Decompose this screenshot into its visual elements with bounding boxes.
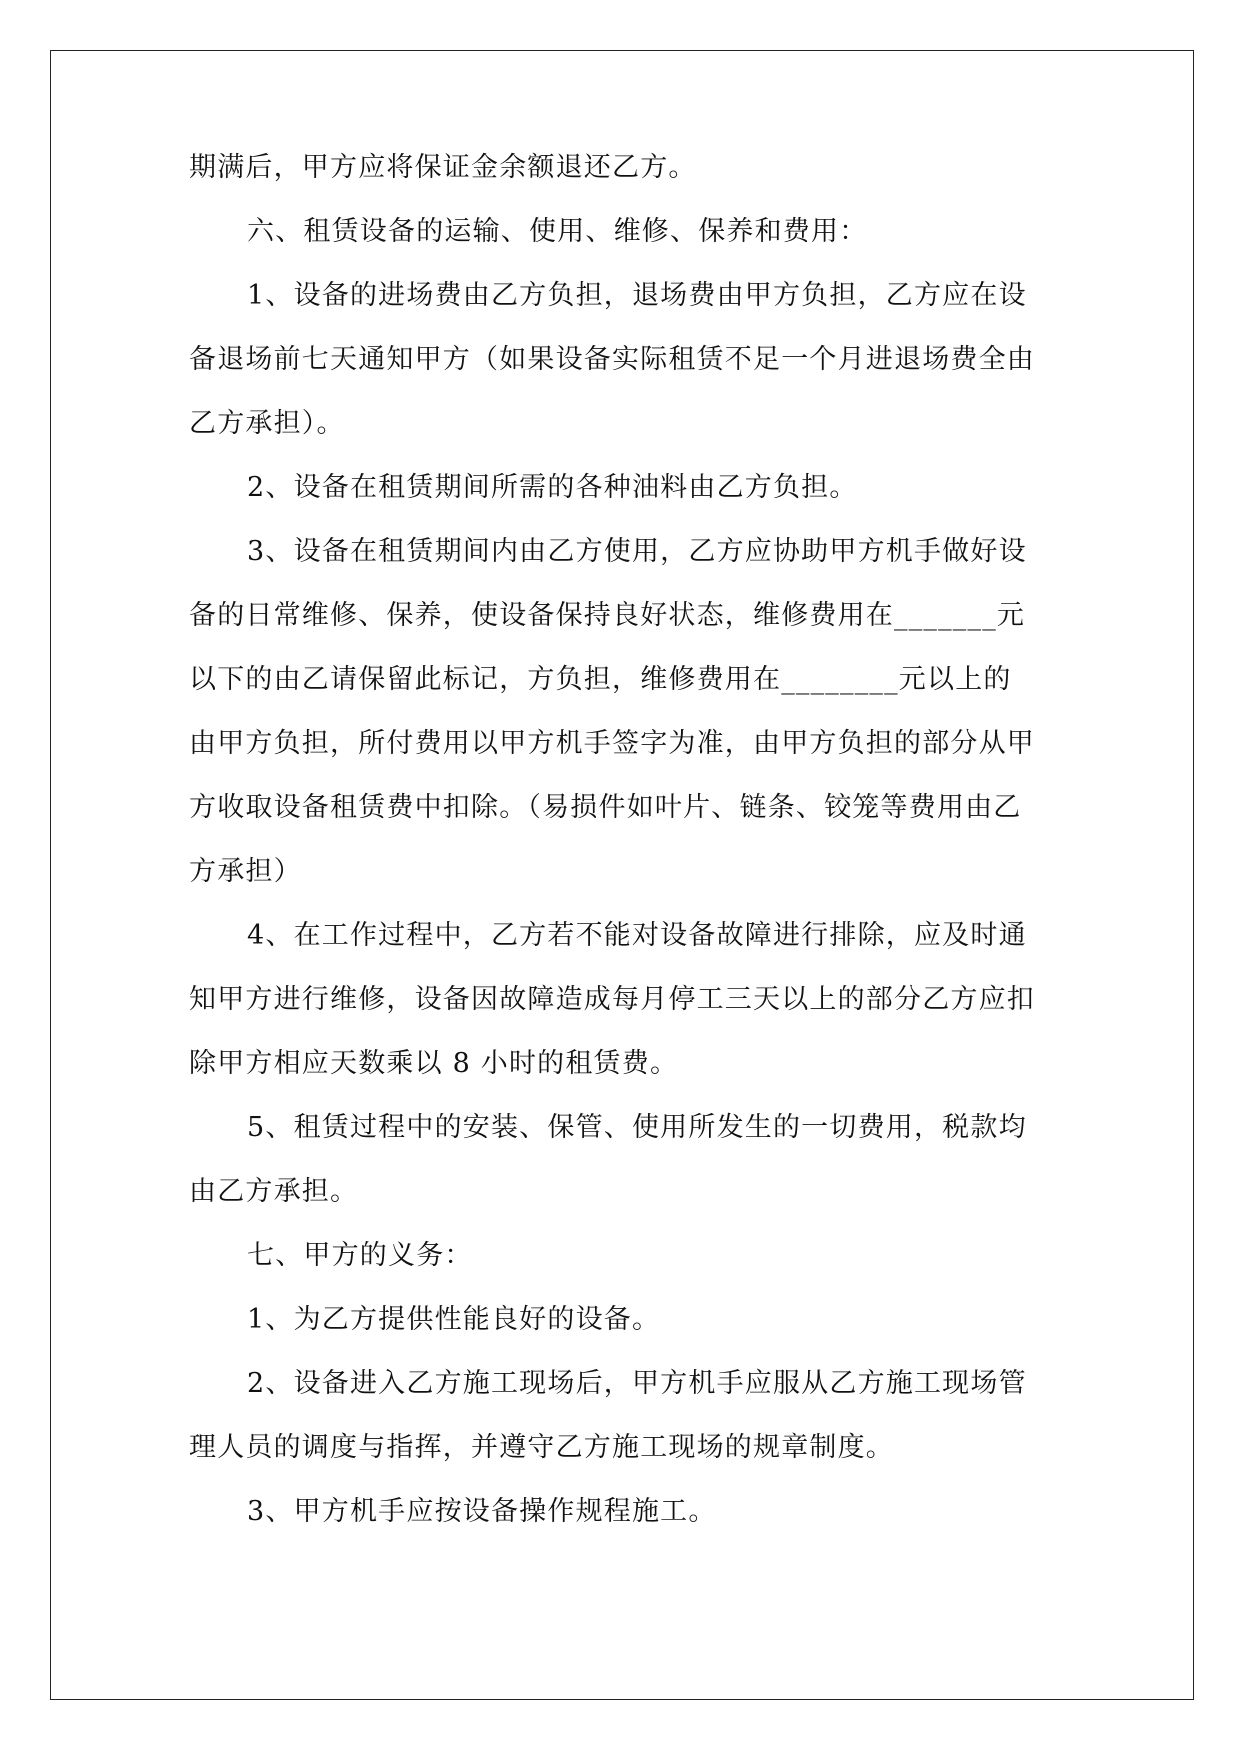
paragraph-line: 理人员的调度与指挥，并遵守乙方施工现场的规章制度。 [189, 1432, 894, 1463]
paragraph-line: 由甲方负担，所付费用以甲方机手签字为准，由甲方负担的部分从甲 [189, 728, 1035, 759]
section-heading-7: 七、甲方的义务： [247, 1240, 473, 1271]
paragraph-line: 由乙方承担。 [189, 1176, 359, 1207]
clause-7-1: 1、为乙方提供性能良好的设备。 [247, 1304, 661, 1335]
clause-7-2: 2、设备进入乙方施工现场后，甲方机手应服从乙方施工现场管 [247, 1368, 1027, 1399]
clause-7-3: 3、甲方机手应按设备操作规程施工。 [247, 1496, 717, 1527]
paragraph-line: 除甲方相应天数乘以 8 小时的租赁费。 [189, 1048, 679, 1079]
section-heading-6: 六、租赁设备的运输、使用、维修、保养和费用： [247, 216, 868, 247]
paragraph-line: 方承担） [189, 856, 302, 887]
clause-6-4: 4、在工作过程中，乙方若不能对设备故障进行排除，应及时通 [247, 920, 1027, 951]
clause-6-2: 2、设备在租赁期间所需的各种油料由乙方负担。 [247, 472, 858, 503]
clause-6-1: 1、设备的进场费由乙方负担，退场费由甲方负担，乙方应在设 [247, 280, 1027, 311]
paragraph-line: 知甲方进行维修，设备因故障造成每月停工三天以上的部分乙方应扣 [189, 984, 1035, 1015]
clause-6-5: 5、租赁过程中的安装、保管、使用所发生的一切费用，税款均 [247, 1112, 1027, 1143]
paragraph-line: 方收取设备租赁费中扣除。（易损件如叶片、链条、铰笼等费用由乙 [189, 792, 1022, 823]
paragraph-line: 备的日常维修、保养，使设备保持良好状态，维修费用在_______元 [189, 600, 1026, 631]
paragraph-line: 乙方承担）。 [189, 408, 345, 439]
paragraph-line: 以下的由乙请保留此标记，方负担，维修费用在________元以上的 [189, 664, 1012, 695]
clause-6-3: 3、设备在租赁期间内由乙方使用，乙方应协助甲方机手做好设 [247, 536, 1027, 567]
paragraph-line: 备退场前七天通知甲方（如果设备实际租赁不足一个月进退场费全由 [189, 344, 1035, 375]
paragraph-line: 期满后，甲方应将保证金余额退还乙方。 [189, 152, 697, 183]
